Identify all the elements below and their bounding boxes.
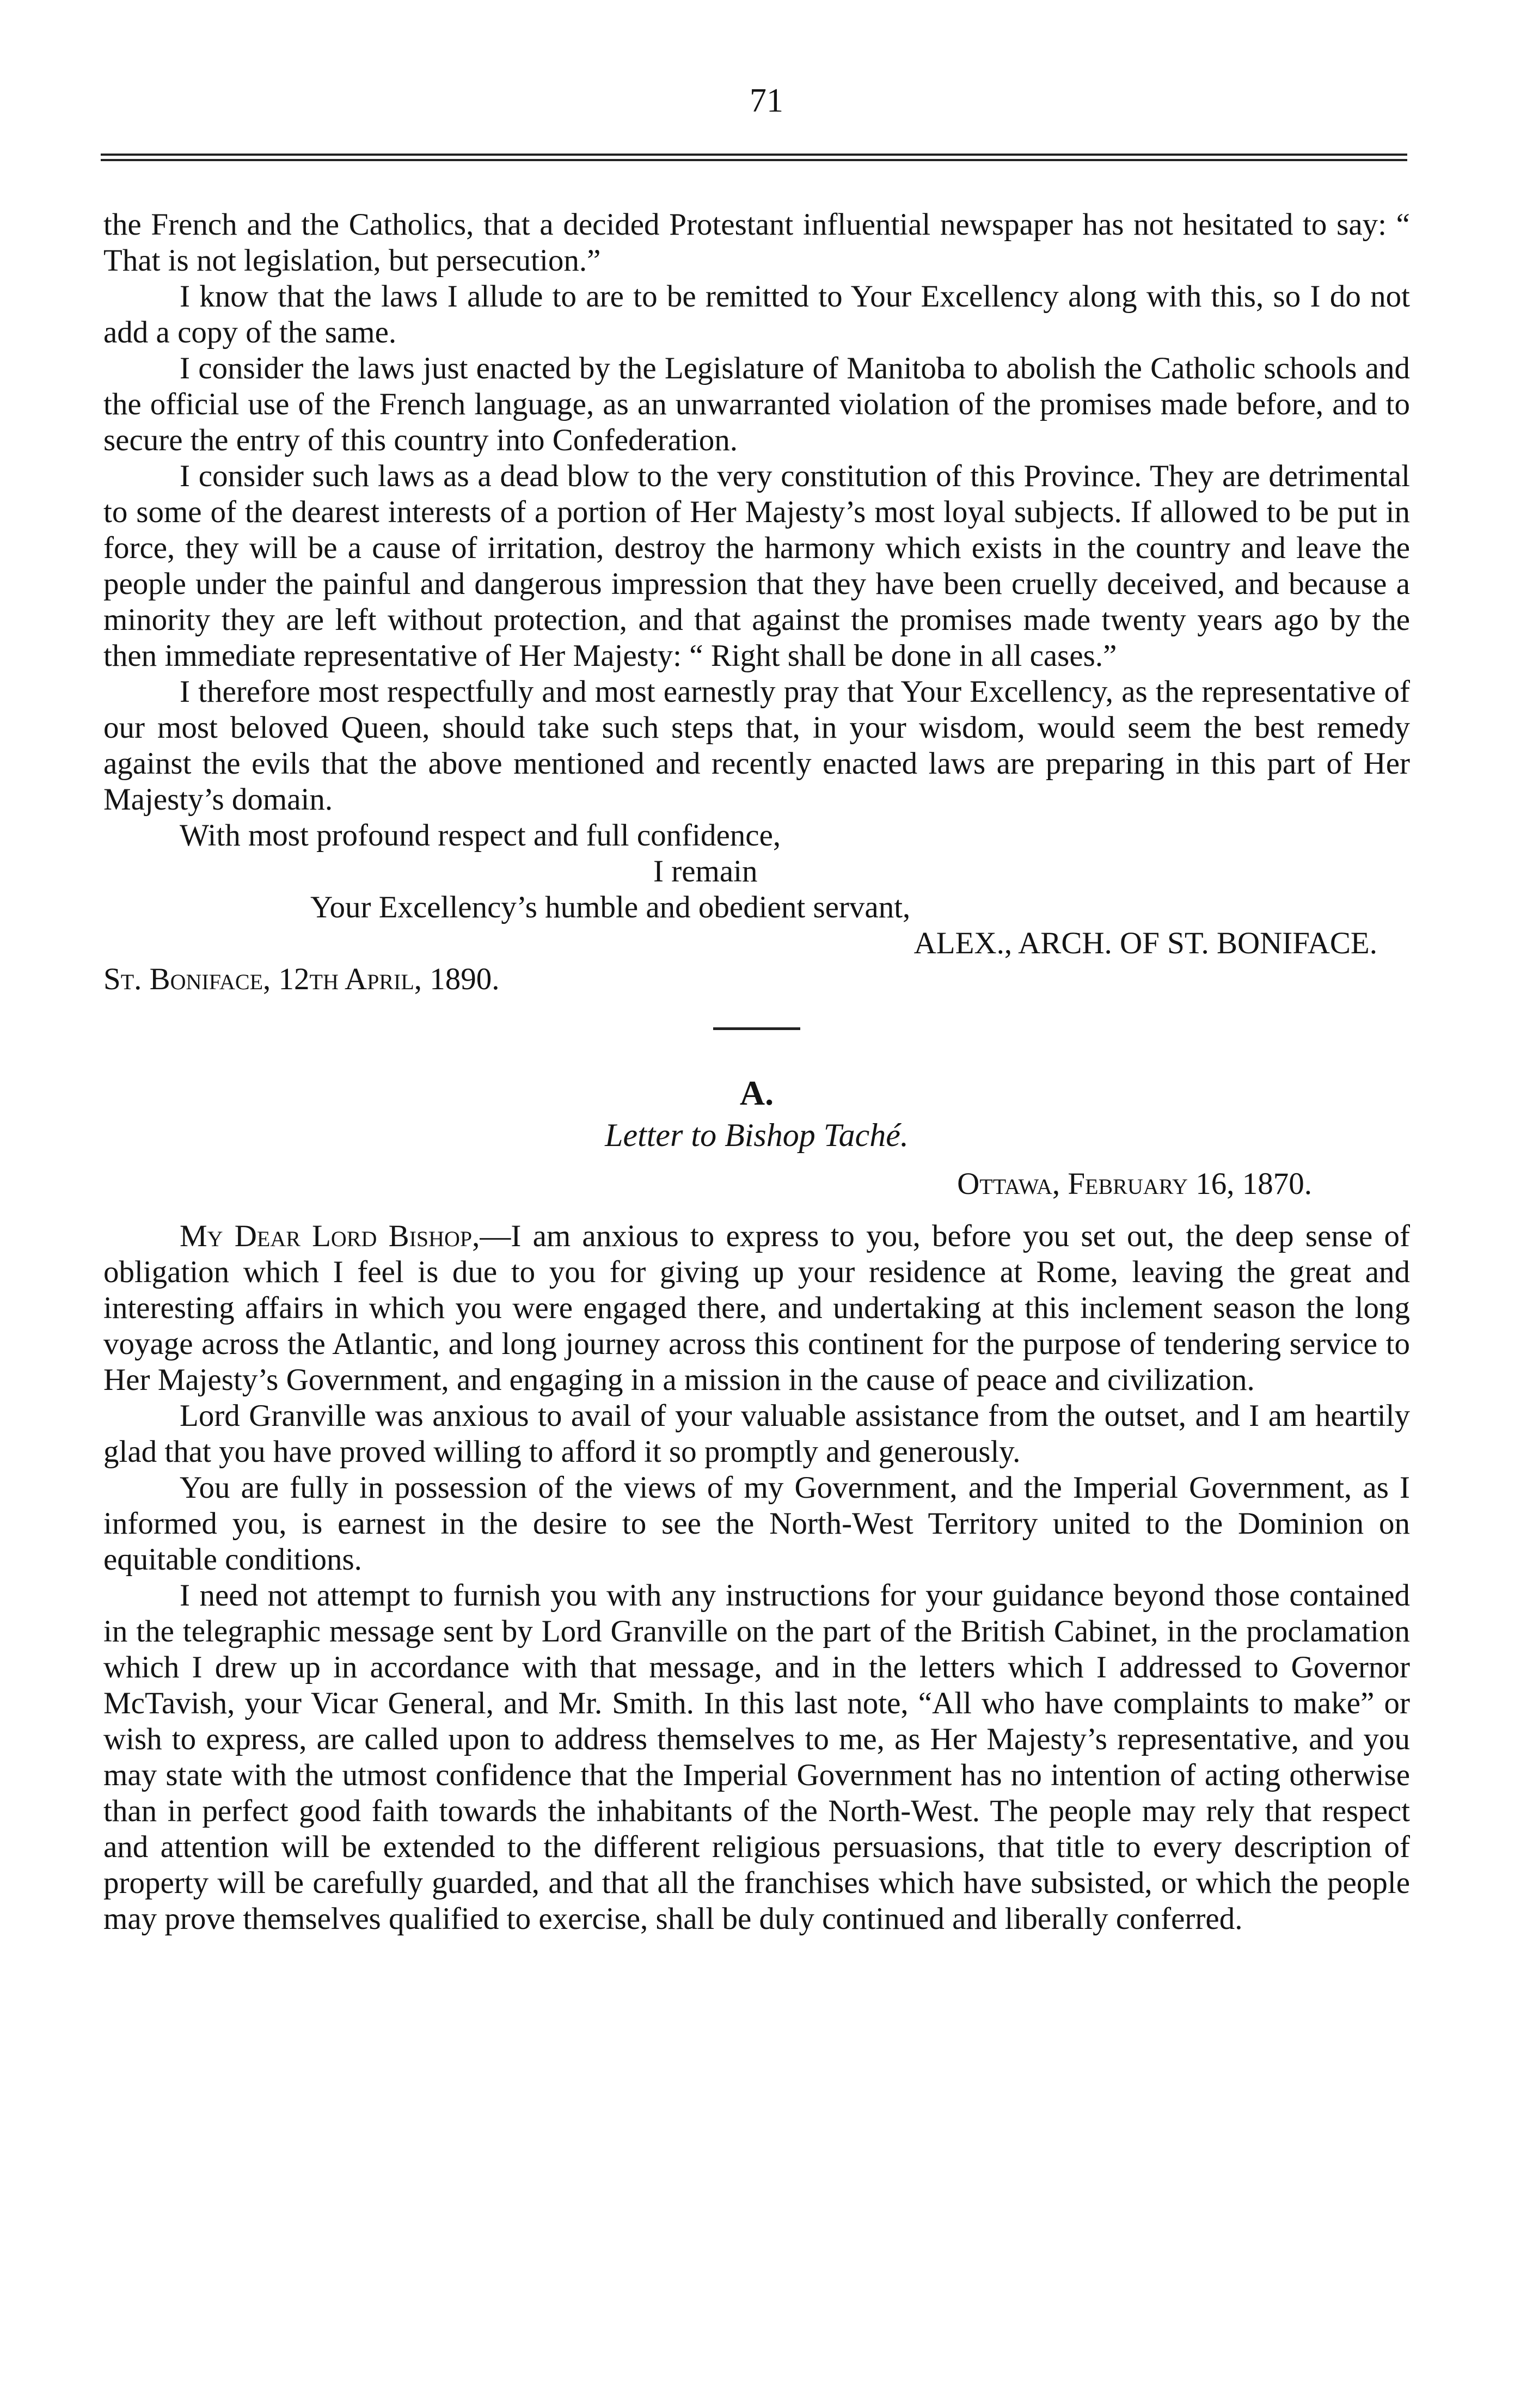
closing-remain: I remain bbox=[653, 854, 758, 889]
place-date: St. Boniface, 12th April, 1890. bbox=[103, 962, 500, 996]
paragraph: I know that the laws I allude to are to be remitted to Your Excellency along with this, so I do not add a copy of the same. bbox=[103, 279, 1410, 350]
paragraph: Lord Granville was anxious to avail of your valuable assistance from the outset, and I am heartily glad that you have proved willing to afford it so promptly and generously. bbox=[103, 1399, 1410, 1469]
paragraph bbox=[103, 1218, 1410, 1398]
paragraph: I need not attempt to furnish you with any instructions for your guidance beyond those contained in the telegraphic message sent by Lord Granville on the part of the British Cabinet, in the proclamation which I drew up in accordance with that message, and in the letters which I addressed to Governor McTavish, your Vicar General, and Mr. Smith. In this last note, “All who have complaints to make” or wish to express, are called upon to address themselves to me, as Her Majesty’s representative, and you may state with the utmost confidence that the Imperial Government has no intention of acting otherwise than in perfect good faith towards the inhabitants of the North-West. The people may rely that respect and attention will be extended to the different religious persuasions, that title to every description of property will be carefully guarded, and that all the franchises which have subsisted, or which the people may prove themselves qualified to exercise, shall be duly continued and liberally conferred. bbox=[103, 1578, 1410, 1936]
closing-servant: Your Excellency’s humble and obedient servant, bbox=[310, 890, 911, 924]
section-letter: A. bbox=[739, 1074, 774, 1112]
header-rule-bottom bbox=[101, 159, 1407, 161]
letter-dateline: Ottawa, February 16, 1870. bbox=[957, 1167, 1312, 1201]
header-rule-top bbox=[101, 154, 1407, 156]
page-number: 71 bbox=[750, 82, 783, 119]
paragraph-text: —I am anxious to express to you, before you set out, the deep sense of obligation which I feel is due to you for giving up your residence at Rome, leaving the great and interesting affairs in which you were engaged there, and undertaking at this inclement season the long voyage across the Atlantic, and long journey across this continent for the purpose of tendering service to Her Majesty’s Government, and engaging in a mission in the cause of peace and civilization. bbox=[103, 1219, 1410, 1397]
section-divider bbox=[713, 1027, 800, 1030]
salutation: My Dear Lord Bishop, bbox=[180, 1219, 480, 1253]
page-body bbox=[103, 207, 1410, 1937]
paragraph: I consider the laws just enacted by the Legislature of Manitoba to abolish the Catholic schools and the official use of the French language, as an unwarranted violation of the promises made before, and to secure the entry of this country into Confederation. bbox=[103, 351, 1410, 457]
paragraph: the French and the Catholics, that a decided Protestant influential newspaper has not hesitated to say: “ That is not legislation, but persecution.” bbox=[103, 207, 1410, 278]
closing-line: With most profound respect and full confidence, bbox=[180, 818, 781, 853]
paragraph: You are fully in possession of the views of my Government, and the Imperial Government, as I informed you, is earnest in the desire to see the North-West Territory united to the Dominion on equitable conditions. bbox=[103, 1470, 1410, 1577]
letter-title: Letter to Bishop Taché. bbox=[605, 1117, 909, 1153]
paragraph: I consider such laws as a dead blow to the very constitution of this Province. They are detrimental to some of the dearest interests of a portion of Her Majesty’s most loyal subjects. If allowed to be put in force, they will be a cause of irritation, destroy the harmony which exists in the country and leave the people under the painful and dangerous impression that they have been cruelly deceived, and because a minority they are left without protection, and that against the promises made twenty years ago by the then immediate representative of Her Majesty: “ Right shall be done in all cases.” bbox=[103, 459, 1410, 673]
paragraph: I therefore most respectfully and most earnestly pray that Your Excellency, as the representative of our most beloved Queen, should take such steps that, in your wisdom, would seem the best remedy against the evils that the above mentioned and recently enacted laws are preparing in this part of Her Majesty’s domain. bbox=[103, 675, 1410, 817]
signature: ALEX., ARCH. OF ST. BONIFACE. bbox=[913, 926, 1377, 960]
